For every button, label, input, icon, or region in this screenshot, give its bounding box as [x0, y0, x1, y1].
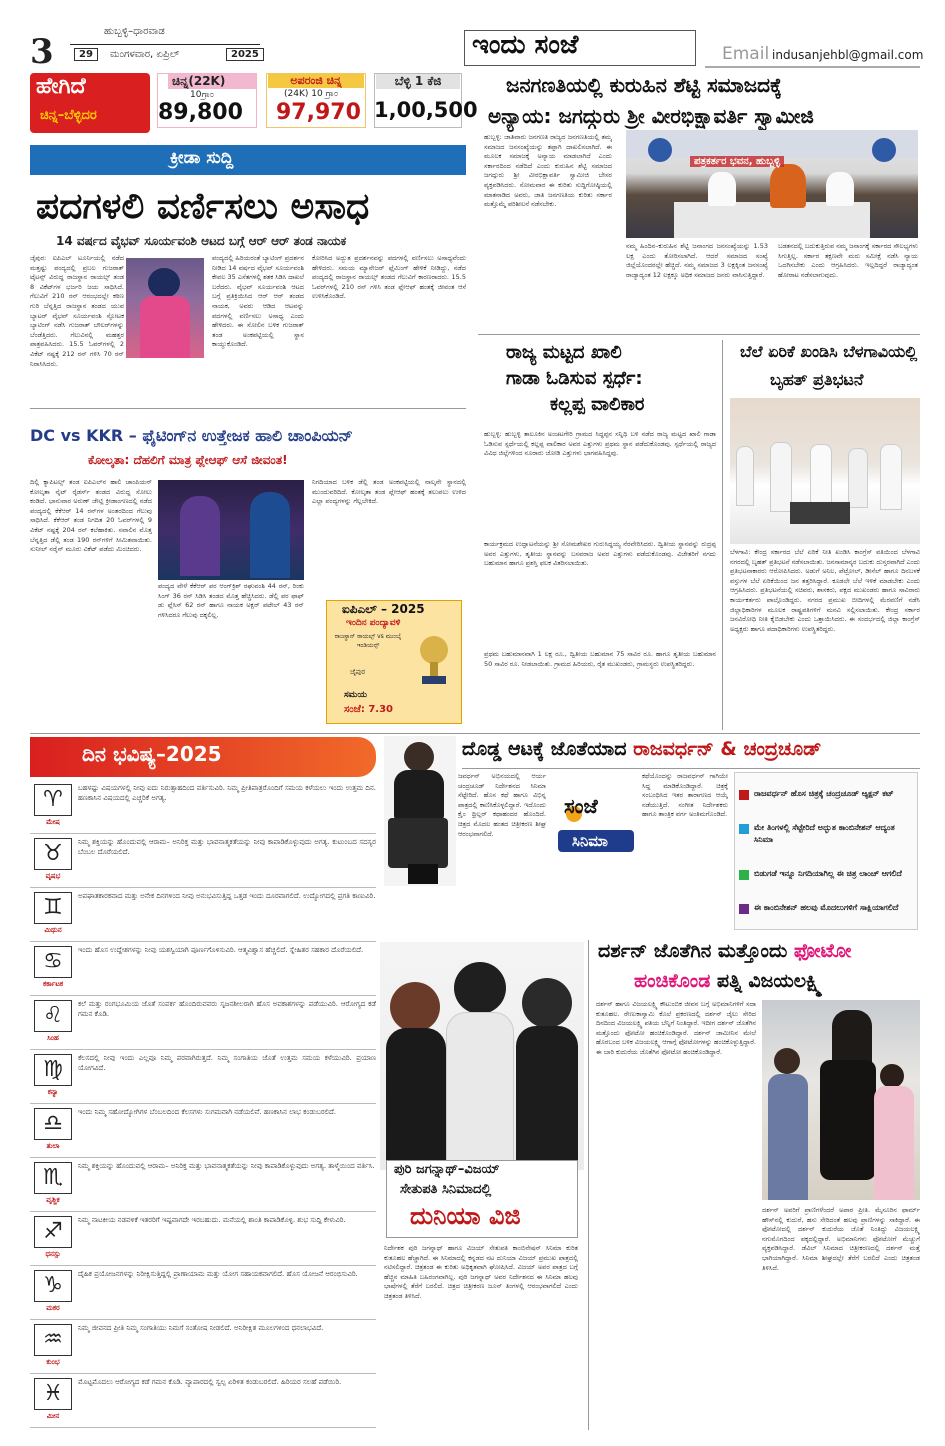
ipl-box-title: ಐಪಿಎಲ್ – 2025	[342, 602, 425, 616]
horoscope-sign-text: ಕಲೆ ಮತ್ತು ರಂಗಭೂಮಿಯ ಜೊತೆ ಸಂಪರ್ಕ ಹೊಂದಿರುವವರು ಸೃಜನಶೀಲರಾಗಿ ಹೊಸ ಅವಕಾಶಗಳನ್ನು ಪಡೆಯುವಿರಿ. ಆರೋಗ್ಯದ ಕಡೆ ಗಮನ ಕೊಡಿ.	[78, 1000, 376, 1019]
sports-body-2: ಪಂದ್ಯದಲ್ಲಿ ಹಿರಿಯರಂತೆ ಬ್ಯಾಟಿಂಗ್ ಪ್ರದರ್ಶನ ನೀಡಿದ 14 ವರ್ಷದ ವೈಭವ್ ಸೂರ್ಯವಂಶಿ ಕೇವಲ 35 ಎಸೆತಗಳಲ್ಲಿ ಶತಕ ಸಿಡಿಸಿ ದಾಖಲೆ ಬರೆದರು. ವೈಭವ್ ಸೂರ್ಯವಂಶಿ ಆಟದ ಬಗ್ಗೆ ಪ್ರತಿಕ್ರಿಯಿಸಿದ ಆರ್ ಆರ್ ತಂಡದ ನಾಯಕ, ಅವರು ಆಡಿದ ಆಟವನ್ನು ಪದಗಳಲ್ಲಿ ವರ್ಣಿಸಲು ಅಸಾಧ್ಯ ಎಂದು ಹೇಳಿದರು. ಈ ಸೋಲಿನ ಬಳಿಕ ಗುಜರಾತ್ ತಂಡ ಅಂಕಪಟ್ಟಿಯಲ್ಲಿ ಸ್ಥಾನ ಕಾಯ್ದುಕೊಂಡಿದೆ.	[212, 254, 304, 349]
darshan-headline-2	[634, 970, 822, 992]
ipl-box-time: ಸಂಜೆ: 7.30	[344, 704, 394, 715]
silver-label: ಬೆಳ್ಳಿ 1 ಕೆಜಿ	[376, 74, 460, 89]
sports-section-label: ಕ್ರೀಡಾ ಸುದ್ದಿ	[170, 148, 234, 168]
aries-icon: ♈	[34, 784, 72, 816]
top-news-headline-2: ಅನ್ಯಾಯ: ಜಗದ್ಗುರು ಶ್ರೀ ವೀರಭಿಕ್ಷಾವರ್ತಿ ಸ್ವಾಮೀಜಿ	[488, 104, 814, 128]
cinema-bullet-text: ರಾಜವರ್ಧನ್ ಹೊಸ ಚಿತ್ರಕ್ಕೆ ಚಂದ್ರಚೂಡ್ ಆ್ಯಕ್ಷನ್ ಕಟ್	[754, 789, 894, 798]
horoscope-sign-text: ದೈಹಿಕ ಪ್ರಯೋಜನಗಳನ್ನು ನಿರೀಕ್ಷಿಸುತ್ತಿದ್ದಲ್ಲಿ ಪ್ರಾಣಾಯಾಮ ಮತ್ತು ಯೋಗ ಸಹಾಯಕವಾಗಲಿದೆ. ಹೊಸ ಯೋಜನೆ ಆರಂಭಿಸುವಿರಿ.	[78, 1270, 358, 1278]
horoscope-sign-text: ನಿಮ್ಮ ಜೀವನದ ಪ್ರೀತಿ ನಿಮ್ಮ ಸಂಗಾತಿಯು ನಿಮಗೆ ಸಂತೋಷ ನೀಡಲಿದೆ. ಅನಿರೀಕ್ಷಿತ ಮೂಲಗಳಿಂದ ಧನಲಾಭವಿದೆ.	[78, 1324, 324, 1332]
sports-section-bar	[30, 145, 466, 175]
aquarius-icon: ♒	[34, 1324, 72, 1356]
page-number: 3	[30, 32, 54, 72]
vijay-headline-1: ಪುರಿ ಜಗನ್ನಾಥ್–ವಿಜಯ್	[394, 1162, 500, 1177]
gold-title-1: ಹೇಗಿದೆ	[36, 74, 86, 99]
horoscope-sign-name: ವೃಶ್ಚಿಕ	[46, 1196, 60, 1204]
darshan-headline-1	[598, 940, 851, 962]
ipl-box-teams: ರಾಜಸ್ಥಾನ್ ರಾಯಲ್ಸ್ vs ಮುಂಬೈ ಇಂಡಿಯನ್ಸ್	[334, 633, 402, 649]
sports-subhead: 14 ವರ್ಷದ ವೈಭವ್ ಸೂರ್ಯವಂಶಿ ಆಟದ ಬಗ್ಗೆ ಆರ್ ಆರ್ ತಂಡ ನಾಯಕ	[56, 234, 347, 248]
vijay-headline-2: ಸೇತುಪತಿ ಸಿನಿಮಾದಲ್ಲಿ	[400, 1182, 492, 1197]
capricorn-icon: ♑	[34, 1270, 72, 1302]
city-label: ಹುಬ್ಬಳ್ಳಿ–ಧಾರವಾಡ	[104, 26, 165, 37]
horoscope-sign-name: ತುಲಾ	[46, 1142, 60, 1150]
press-meet-photo	[626, 130, 918, 238]
horoscope-sign-text: ಮೊಟ್ಟಮೊದಲು ಆರೋಗ್ಯದ ಕಡೆ ಗಮನ ಕೊಡಿ. ವ್ಯಾಪಾರದಲ್ಲಿ ಸ್ವಲ್ಪ ಏರಿಳಿತ ಕಂಡುಬರಲಿದೆ. ಹಿರಿಯರ ಸಲಹೆ ಪಡೆಯಿರಿ.	[78, 1378, 342, 1386]
cinema-body-2: ಕಥೆಯೊಂದನ್ನು ರಾಜವರ್ಧನ್ ಗಾಗಿಯೇ ಸಿದ್ಧ ಮಾಡಿಕೊಂಡಿದ್ದಾರೆ. ಚಿತ್ರಕ್ಕೆ ಸಂಬಂಧಿಸಿದ ಇತರ ತಾರಾಗಣದ ಆಯ್ಕೆ ನಡೆಯುತ್ತಿದೆ. ಸಂಗೀತ ನಿರ್ದೇಶಕರು ಹಾಗೂ ತಾಂತ್ರಿಕ ವರ್ಗ ಅಂತಿಮಗೊಂಡಿದೆ.	[642, 772, 728, 819]
gold22-unit: 10ಗ್ರಾಂ	[190, 90, 214, 100]
cinema-body-1: ಜವರ್ಧನ್ ಅಭಿನಯದಲ್ಲಿ ಆರ್ಯ ಚಂದ್ರಚೂಡ್ ನಿರ್ದೇಶನದ ಸಿನಿಮಾ ಸೆಟ್ಟೇರಿದೆ. ಹೊಸ ಕಥೆ ಹಾಗೂ ವಿಭಿನ್ನ ಪಾತ್ರದಲ್ಲಿ ಕಾಣಿಸಿಕೊಳ್ಳಲಿದ್ದಾರೆ. ಇದೊಂದು ಕ್ರೈಂ ಥ್ರಿಲ್ಲರ್ ಕಥಾಹಂದರ ಹೊಂದಿದೆ. ಚಿತ್ರದ ಮೊದಲ ಹಂತದ ಚಿತ್ರೀಕರಣ ಶೀಘ್ರ ಆರಂಭವಾಗಲಿದೆ.	[458, 772, 546, 838]
vaibhav-photo	[126, 258, 204, 358]
bullet-square-icon	[739, 904, 749, 914]
news3-headline-2: ಬೃಹತ್ ಪ್ರತಿಭಟನೆ	[770, 370, 864, 389]
dc-body-3: ನಿಗದಿಯಾದ ಬಳಿಕ ಡೆಲ್ಲಿ ತಂಡ ಅಂಕಪಟ್ಟಿಯಲ್ಲಿ ನಾಲ್ಕನೇ ಸ್ಥಾನದಲ್ಲಿ ಮುಂದುವರಿದಿದೆ. ಕೋಲ್ಕತಾ ತಂಡ ಪ್ಲೇಆಫ್ ಹಂತಕ್ಕೆ ತಲುಪಲು ಉಳಿದ ಎಲ್ಲಾ ಪಂದ್ಯಗಳನ್ನು ಗೆಲ್ಲಬೇಕಿದೆ.	[312, 478, 466, 506]
sports-body-3: ಕೋರಿಸಿದ ಅದ್ಭುತ ಪ್ರದರ್ಶನವನ್ನು ಪದಗಳಲ್ಲಿ ವರ್ಣಿಸಲು ಅಸಾಧ್ಯವೆಂದು ಹೇಳಿದರು. ಸಮಯ ಮ್ಯಾನೇಜರ್ ಫ್ಲೆಮಿಂಗ್ ಹೇಳಿಕೆ ನೀಡಿದ್ದು, ನಡೆದ ಪಂದ್ಯದಲ್ಲಿ ರಾಜಸ್ಥಾನ ರಾಯಲ್ಸ್ ತಂಡದ ಗೆಲುವಿಗೆ ಕಾರಣರಾದರು. 15.5 ಓವರ್‌ಗಳಲ್ಲಿ 210 ರನ್ ಗಳಿಸಿ ತಂಡ ಪ್ಲೇಆಫ್ ಹಂತಕ್ಕೆ ಜೀವಂತ ಆಸೆ ಉಳಿಸಿಕೊಂಡಿದೆ.	[312, 254, 466, 301]
sports-body-1: ಜೈಪುರ: ಐಪಿಎಲ್ ಟೂರ್ನಿಯಲ್ಲಿ ನಡೆದ ಮತ್ತಷ್ಟು ಪಂದ್ಯದಲ್ಲಿ ಪ್ರಬಲ ಗುಜರಾತ್ ಟೈಟನ್ಸ್ ವಿರುದ್ಧ ರಾಜಸ್ಥಾನ ರಾಯಲ್ಸ್ ತಂಡ 8 ವಿಕೆಟ್‌ಗಳ ಭರ್ಜರಿ ಜಯ ಸಾಧಿಸಿದೆ. ಗೆಲುವಿಗೆ 210 ರನ್ ಆರಂಭದಲ್ಲೇ ಕಠಿಣ ಗುರಿ ಬೆನ್ನತ್ತಿದ ರಾಜಸ್ಥಾನ ತಂಡದ ಯುವ ಬ್ಯಾಟರ್ ವೈಭವ್ ಸೂರ್ಯವಂಶಿ ಸ್ಫೋಟಕ ಬ್ಯಾಟಿಂಗ್ ನಡೆಸಿ ಗುಜರಾತ್ ಬೌಲರ್‌ಗಳನ್ನು ಬೆಂಡೆತ್ತಿದರು. ಗೆಲುವಿನಲ್ಲಿ ಮಹತ್ತರ ಪಾತ್ರವಹಿಸಿದರು. 15.5 ಓವರ್‌ಗಳಲ್ಲಿ 2 ವಿಕೆಟ್ ನಷ್ಟಕ್ಕೆ 212 ರನ್ ಗಳಿಸಿ 70 ರನ್ ನಿರಾಸಿಸಿದರು.	[30, 254, 124, 368]
horoscope-sign-text: ಕೆಲಸದಲ್ಲಿ ನೀವು ಇಂದು ಎಲ್ಲವೂ ನಿಮ್ಮ ಪರವಾಗಿರುತ್ತದೆ. ನಿಮ್ಮ ಸಂಗಾತಿಯ ಜೊತೆ ಉತ್ತಮ ಸಮಯ ಕಳೆಯುವಿರಿ. ಪ್ರಯಾಣ ಯೋಗವಿದೆ.	[78, 1054, 376, 1073]
horoscope-row-vrushabha	[30, 834, 376, 888]
horoscope-sign-name: ಮೀನ	[46, 1412, 60, 1420]
vijay-headline-3: ದುನಿಯಾ ವಿಜಿ	[410, 1202, 521, 1230]
scorpio-icon: ♏	[34, 1162, 72, 1194]
gemini-icon: ♊	[34, 892, 72, 924]
dc-body-1: ದಿಲ್ಲಿ ಕ್ಯಾಪಿಟಲ್ಸ್ ತಂಡ ಐಪಿಎಲ್‌ನ ಹಾಲಿ ಚಾಂಪಿಯನ್ ಕೋಲ್ಕತಾ ನೈಟ್ ರೈಡರ್ಸ್ ತಂಡದ ವಿರುದ್ಧ ಸೋಲು ಕಂಡಿದೆ. ಭಾನುವಾರ ಅರುಣ್ ಜೇಟ್ಲಿ ಕ್ರೀಡಾಂಗಣದಲ್ಲಿ ನಡೆದ ಪಂದ್ಯದಲ್ಲಿ ಕೆಕೆಆರ್ 14 ರನ್‌ಗಳ ಅಂತರದಿಂದ ಗೆಲುವು ಸಾಧಿಸಿದೆ. ಕೆಕೆಆರ್ ತಂಡ ನಿಗದಿತ 20 ಓವರ್‌ಗಳಲ್ಲಿ 9 ವಿಕೆಟ್ ನಷ್ಟಕ್ಕೆ 204 ರನ್ ಕಲೆಹಾಕಿತು. ಸವಾಲಿನ ಮೊತ್ತ ಬೆನ್ನತ್ತಿದ ಡೆಲ್ಲಿ ತಂಡ 190 ರನ್‌ಗಳಿಗೆ ಸೀಮಿತವಾಯಿತು. ಸುನೀಲ್ ನರೈನ್ ಮೂರು ವಿಕೆಟ್ ಪಡೆದು ಮಿಂಚಿದರು.	[30, 478, 152, 554]
email-address[interactable]: indusanjehbl@gmail.com	[772, 48, 924, 62]
cinema-bullet-text: ಈ ಕಾಂಬಿನೇಶನ್ ಹಲವು ಮೊದಲುಗಳಿಗೆ ಸಾಕ್ಷಿಯಾಗಲಿದೆ	[754, 903, 899, 912]
horoscope-sign-text: ನಿಮ್ಮ ಶಕ್ತಿಯನ್ನು ಹೊಂದುವಲ್ಲಿ ಆರಾಮ– ಅನಿರಿಕ್ತ ಮತ್ತು ಭಾವನಾತ್ಮಕತೆಯನ್ನು ನೀವು ಕಾಪಾಡಿಕೊಳ್ಳುವುದು ಅಗತ್ಯ. ತಾಳ್ಮೆಯಿಂದ ವರ್ತಿಸಿ.	[78, 1162, 375, 1170]
vijay-body: ನಿರ್ದೇಶಕ ಪುರಿ ಜಗನ್ನಾಥ್ ಹಾಗೂ ವಿಜಯ್ ಸೇತುಪತಿ ಕಾಂಬಿನೇಷನ್ ಸಿನಿಮಾ ಕುರಿತ ಕುತೂಹಲ ಹೆಚ್ಚಾಗಿದೆ. ಈ ಸಿನಿಮಾದಲ್ಲಿ ಕನ್ನಡದ ನಟ ದುನಿಯಾ ವಿಜಯ್ ಪ್ರಮುಖ ಪಾತ್ರದಲ್ಲಿ ನಟಿಸಲಿದ್ದಾರೆ. ಚಿತ್ರತಂಡ ಈ ಕುರಿತು ಅಧಿಕೃತವಾಗಿ ಘೋಷಿಸಿದೆ. ವಿಜಯ್ ಅವರ ಪಾತ್ರದ ಬಗ್ಗೆ ಹೆಚ್ಚಿನ ಮಾಹಿತಿ ಬಹಿರಂಗವಾಗಿಲ್ಲ. ಪುರಿ ಜಗನ್ನಾಥ್ ಅವರ ನಿರ್ದೇಶನದ ಈ ಸಿನಿಮಾ ಹಲವು ಭಾಷೆಗಳಲ್ಲಿ ತೆರೆಗೆ ಬರಲಿದೆ. ಚಿತ್ರದ ಚಿತ್ರೀಕರಣ ಜೂನ್ ತಿಂಗಳಲ್ಲಿ ಆರಂಭವಾಗಲಿದೆ ಎಂದು ಚಿತ್ರತಂಡ ತಿಳಿಸಿದೆ.	[384, 1244, 578, 1300]
rajavardhan-photo	[384, 736, 456, 886]
press-meet-caption: ಪತ್ರಕರ್ತರ ಭವನ, ಹುಬ್ಬಳ್ಳಿ	[690, 156, 784, 167]
horoscope-row-mithuna	[30, 888, 376, 942]
darshan-body-2: ದರ್ಶನ್ ಅವರಿಗೆ ಪ್ರಾಣಿಗಳೆಂದರೆ ಅಪಾರ ಪ್ರೀತಿ. ಮೈಸೂರಿನ ಫಾರ್ಮ್ ಹೌಸ್‌ನಲ್ಲಿ ಕುದುರೆ, ಹಸು ಸೇರಿದಂತೆ ಹಲವು ಪ್ರಾಣಿಗಳನ್ನು ಸಾಕಿದ್ದಾರೆ. ಈ ಫೋಟೋದಲ್ಲಿ ದರ್ಶನ್ ಕುದುರೆಯ ಜೊತೆ ನಿಂತಿದ್ದು ವಿಜಯಲಕ್ಷ್ಮಿ ನಗುಮೊಗದಿಂದ ಪಕ್ಕದಲ್ಲಿದ್ದಾರೆ. ಅಭಿಮಾನಿಗಳು ಫೋಟೋಗೆ ಮೆಚ್ಚುಗೆ ವ್ಯಕ್ತಪಡಿಸಿದ್ದಾರೆ. ಡೆವಿಲ್ ಸಿನಿಮಾದ ಚಿತ್ರೀಕರಣದಲ್ಲಿ ದರ್ಶನ್ ಮತ್ತೆ ಭಾಗಿಯಾಗಿದ್ದಾರೆ. ಸಿನಿಮಾ ಶೀಘ್ರದಲ್ಲೇ ತೆರೆಗೆ ಬರಲಿದೆ ಎಂದು ಚಿತ್ರತಂಡ ತಿಳಿಸಿದೆ.	[762, 1206, 920, 1272]
cinema-bullets	[734, 772, 918, 930]
date-day: 29	[74, 48, 98, 61]
masthead-divider	[70, 44, 260, 45]
cinema-bullet	[739, 868, 913, 880]
divider-cinema-head	[462, 768, 920, 769]
horoscope-sign-text: ಬಹಳಷ್ಟು ವಿಷಯಗಳಲ್ಲಿ ನೀವು ಐದು ನಿರುತ್ಸಾಹದಿಂದ ವರ್ತಿಸುವಿರಿ. ನಿಮ್ಮ ಪ್ರೀತಿಪಾತ್ರರೊಂದಿಗೆ ಸಮಯ ಕಳೆಯಲು ಇಂದು ಉತ್ತಮ ದಿನ. ಹಣಕಾಸಿನ ವಿಷಯದಲ್ಲಿ ಎಚ್ಚರಿಕೆ ಅಗತ್ಯ.	[78, 784, 376, 803]
horoscope-sign-text: ನಿಮ್ಮ ನಾಟಕೀಯ ನಡವಳಿಕೆ ಇತರರಿಗೆ ಇಷ್ಟವಾಗದೇ ಇರಬಹುದು. ಮನೆಯಲ್ಲಿ ಶಾಂತಿ ಕಾಪಾಡಿಕೊಳ್ಳಿ. ಶುಭ ಸುದ್ದಿ ಕೇಳುವಿರಿ.	[78, 1216, 346, 1224]
silver-value: 1,00,500	[374, 98, 478, 122]
gold22-label: ಚಿನ್ನ(22K)	[168, 74, 256, 89]
ipl-trophy-icon	[414, 632, 454, 688]
gold24-label: ಅಪರಂಜಿ ಚಿನ್ನ	[268, 74, 364, 88]
ipl-box-time-label: ಸಮಯ	[344, 690, 367, 700]
divider-middle	[30, 733, 920, 734]
horoscope-row-makara	[30, 1266, 376, 1320]
divider-news2-news3	[722, 340, 723, 730]
news2-body-1: ಹುಬ್ಬಳ್ಳಿ: ಹುಬ್ಬಳ್ಳಿ ತಾಲೂಕಿನ ಅಂಚಟಗೇರಿ ಗ್ರಾಮದ ಸಿದ್ಧಪ್ಪನ ಸನ್ನಿಧಿ ಬಳಿ ನಡೆದ ರಾಜ್ಯ ಮಟ್ಟದ ಖಾಲಿ ಗಾಡಾ ಓಡಿಸುವ ಸ್ಪರ್ಧೆಯಲ್ಲಿ ಕಲ್ಲಪ್ಪ ವಾಲಿಕಾರ ಅವರ ಎತ್ತುಗಳು ಪ್ರಥಮ ಸ್ಥಾನ ಪಡೆದುಕೊಂಡವು. ಸ್ಪರ್ಧೆಯಲ್ಲಿ ರಾಜ್ಯದ ವಿವಿಧ ಜಿಲ್ಲೆಗಳಿಂದ ನೂರಾರು ಜೋಡಿ ಎತ್ತುಗಳು ಭಾಗವಹಿಸಿದ್ದವು.	[484, 430, 716, 458]
horoscope-row-meena	[30, 1374, 376, 1428]
dc-body-2: ಪಂದ್ಯದ ವೇಳೆ ಕೆಕೆಆರ್ ಪರ ಆಂಗ್‌ಕ್ರಿಶ್ ರಘುವಂಶಿ 44 ರನ್, ರಿಂಕು ಸಿಂಗ್ 36 ರನ್ ಸಿಡಿಸಿ ತಂಡದ ಮೊತ್ತ ಹೆಚ್ಚಿಸಿದರು. ಡೆಲ್ಲಿ ಪರ ಫಾಫ್ ಡು ಪ್ಲೆಸಿಸ್ 62 ರನ್ ಹಾಗೂ ನಾಯಕ ಅಕ್ಷರ್ ಪಟೇಲ್ 43 ರನ್ ಗಳಿಸಿದರೂ ಗೆಲುವು ದಕ್ಕಲಿಲ್ಲ.	[158, 582, 304, 619]
gold24-unit: (24K) 10 ಗ್ರಾಂ	[284, 89, 338, 99]
horoscope-list	[30, 780, 376, 1430]
news2-headline-2: ಗಾಡಾ ಓಡಿಸುವ ಸ್ಪರ್ಧೆ:	[506, 368, 643, 389]
cinema-headline	[462, 738, 821, 760]
divider-sports	[30, 408, 466, 409]
top-news-body-2: ನಮ್ಮ ಹಿಂದಿನ–ಕುರುಹಿನ ಶೆಟ್ಟಿ ಜನಾಂಗದ ಜನಸಂಖ್ಯೆಯನ್ನು 1.53 ಲಕ್ಷ ಎಂದು ತೋರಿಸಲಾಗಿದೆ. ಆದರೆ ಸಮಾಜದ ಸಂಖ್ಯೆ ಜಿಲ್ಲೆಯೊಂದರಲ್ಲೇ ಹೆಚ್ಚಿದೆ. ನಮ್ಮ ಸಮಾಜದ 3 ಲಕ್ಷಕ್ಕಿಂತ ಜನಸಂಖ್ಯೆ ರಾಜ್ಯಾದ್ಯಂತ 12 ಲಕ್ಷಕ್ಕೂ ಅಧಿಕ ಸಮಾಜದ ಜನರು ವಾಸಿಸುತ್ತಿದ್ದಾರೆ.	[626, 242, 768, 279]
cancer-icon: ♋	[34, 946, 72, 978]
kkr-players-photo	[158, 480, 304, 580]
darshan-headline-1a: ದರ್ಶನ್ ಜೊತೆಗಿನ ಮತ್ತೊಂದು	[598, 940, 794, 962]
cinema-bullet-text: ಬಿಡುಗಡೆ ಇನ್ನೂ ನಿಗದಿಯಾಗಿಲ್ಲ ಈ ಚಿತ್ರ ಲಾಂಚ್ ಆಗಲಿದೆ	[754, 869, 902, 878]
bullet-square-icon	[739, 870, 749, 880]
date-year: 2025	[226, 48, 264, 61]
darshan-headline-2a: ಹಂಚಿಕೊಂಡ	[634, 970, 711, 992]
libra-icon: ♎	[34, 1108, 72, 1140]
sanje-cinema-line2: ಸಿನಿಮಾ	[572, 832, 608, 850]
darshan-headline-2b: ಪತ್ನಿ ವಿಜಯಲಕ್ಷ್ಮಿ	[710, 970, 823, 992]
horoscope-row-kumbha	[30, 1320, 376, 1374]
divider-vijay-darshan	[588, 940, 589, 1430]
horoscope-row-karkataka	[30, 942, 376, 996]
darshan-body-1: ದರ್ಶನ್ ಹಾಗೂ ವಿಜಯಲಕ್ಷ್ಮಿ ಕೌಟುಂಬಿಕ ಜೀವನ ಬಗ್ಗೆ ಅಭಿಮಾನಿಗಳಿಗೆ ಸದಾ ಕುತೂಹಲ. ರೇಣುಕಾಸ್ವಾಮಿ ಕೊಲೆ ಪ್ರಕರಣದಲ್ಲಿ ದರ್ಶನ್ ಜೈಲು ಸೇರಿದ ದಿನದಿಂದ ವಿಜಯಲಕ್ಷ್ಮಿ ಪತಿಯ ಬೆನ್ನಿಗೆ ನಿಂತಿದ್ದಾರೆ. ಇದೀಗ ದರ್ಶನ್ ಜೊತೆಗಿನ ಮತ್ತೊಂದು ಫೋಟೋ ಹಂಚಿಕೊಂಡಿದ್ದಾರೆ. ದರ್ಶನ್ ಜಾಮೀನಿನ ಮೇಲೆ ಹೊರಬಂದ ಬಳಿಕ ವಿಜಯಲಕ್ಷ್ಮಿ ಆಗಾಗ್ಗೆ ಫೋಟೋಗಳನ್ನು ಹಂಚಿಕೊಳ್ಳುತ್ತಿದ್ದಾರೆ. ಈ ಬಾರಿ ಕುದುರೆಯ ಜೊತೆಗಿನ ಫೋಟೋ ಹಂಚಿಕೊಂಡಿದ್ದಾರೆ.	[596, 1000, 756, 1056]
dc-headline: DC vs KKR – ಫೈಟಿಂಗ್‌ನ ಉತ್ತೇಜಕ ಹಾಲಿ ಚಾಂಪಿಯನ್	[30, 426, 353, 445]
pisces-icon: ♓	[34, 1378, 72, 1410]
horoscope-row-mesha	[30, 780, 376, 834]
cinema-bullet-text: ಮೇ ತಿಂಗಳಲ್ಲಿ ಸೆಟ್ಟೇರಿದೆ ಅದ್ಭುತ ಕಾಂಬಿನೇಶನ್ ಆದ್ಯಂತ ಸಿನಿಮಾ	[754, 823, 895, 844]
bullet-square-icon	[739, 790, 749, 800]
horoscope-row-tula	[30, 1104, 376, 1158]
horoscope-row-dhanassu	[30, 1212, 376, 1266]
horoscope-sign-name: ಮಕರ	[46, 1304, 60, 1312]
horoscope-sign-name: ಮಿಥುನ	[44, 926, 62, 934]
virgo-icon: ♍	[34, 1054, 72, 1086]
news2-body-3: ಪ್ರಥಮ ಬಹುಮಾನವಾಗಿ 1 ಲಕ್ಷ ರೂ., ದ್ವಿತೀಯ ಬಹುಮಾನ 75 ಸಾವಿರ ರೂ. ಹಾಗೂ ತೃತೀಯ ಬಹುಮಾನ 50 ಸಾವಿರ ರೂ. ನೀಡಲಾಯಿತು. ಗ್ರಾಮದ ಹಿರಿಯರು, ರೈತ ಮುಖಂಡರು, ಗ್ರಾಮಸ್ಥರು ಉಪಸ್ಥಿತರಿದ್ದರು.	[484, 650, 716, 668]
news2-body-2: ಕಾರ್ಯಕ್ರಮದ ಉದ್ಘಾಟನೆಯನ್ನು ಶ್ರೀ ಸೋಮಶೇಖರ ಗುರುಸಿದ್ಧಯ್ಯ ನೆರವೇರಿಸಿದರು. ದ್ವಿತೀಯ ಸ್ಥಾನವನ್ನು ರುದ್ರಪ್ಪ ಅವರ ಎತ್ತುಗಳು, ತೃತೀಯ ಸ್ಥಾನವನ್ನು ಬಸವರಾಜ ಅವರ ಎತ್ತುಗಳು ಪಡೆದುಕೊಂಡವು. ವಿಜೇತರಿಗೆ ನಗದು ಬಹುಮಾನ ಹಾಗೂ ಪ್ರಶಸ್ತಿ ಫಲಕ ವಿತರಿಸಲಾಯಿತು.	[484, 540, 716, 568]
horoscope-row-vrushchika	[30, 1158, 376, 1212]
dc-subhead: ಕೋಲ್ಕತಾ: ದೆಹಲಿಗೆ ಮಾತ್ರ ಪ್ಲೇಆಫ್ ಆಸೆ ಜೀವಂತ!	[88, 453, 288, 467]
masthead-rule-right	[705, 66, 920, 68]
taurus-icon: ♉	[34, 838, 72, 870]
horoscope-sign-text: ಅಪಘಾತಕಾರಕವಾದ ಮತ್ತು ಅನೇಕ ದಿನಗಳಿಂದ ನೀವು ಅನುಭವಿಸುತ್ತಿದ್ದ ಒತ್ತಡ ಇಂದು ದೂರವಾಗಲಿದೆ. ಉದ್ಯೋಗದಲ್ಲಿ ಪ್ರಗತಿ ಕಾಣುವಿರಿ.	[78, 892, 376, 900]
ipl-box-sub: ಇಂದಿನ ಪಂದ್ಯಾವಳಿ	[346, 618, 401, 628]
ipl-box-venue: ಜೈಪುರ	[350, 668, 366, 676]
horoscope-title: ದಿನ ಭವಿಷ್ಯ–2025	[82, 742, 222, 766]
date-weekday: ಮಂಗಳವಾರ, ಏಪ್ರಿಲ್	[110, 49, 180, 60]
top-news-headline-1: ಜನಗಣತಿಯಲ್ಲಿ ಕುರುಹಿನ ಶೆಟ್ಟಿ ಸಮಾಜದಕ್ಕೆ	[506, 73, 782, 97]
cinema-bullet	[739, 902, 913, 914]
gold-title-2: ಚಿನ್ನ–ಬೆಳ್ಳಿದರ	[40, 108, 97, 123]
cinema-headline-part1: ದೊಡ್ಡ ಆಟಕ್ಕೆ ಜೊತೆಯಾದ	[462, 738, 634, 760]
horoscope-sign-text: ಇಂದು ಹೊಸ ಉದ್ದೇಶಗಳನ್ನು ನೀವು ಯಶಸ್ವಿಯಾಗಿ ಪೂರ್ಣಗೊಳಿಸುವಿರಿ. ಆತ್ಮವಿಶ್ವಾಸ ಹೆಚ್ಚಲಿದೆ. ಸ್ನೇಹಿತರ ಸಹಕಾರ ದೊರೆಯಲಿದೆ.	[78, 946, 364, 954]
horoscope-sign-name: ಕುಂಭ	[46, 1358, 60, 1366]
darshan-photo	[762, 1000, 920, 1200]
email-label: Email	[722, 44, 770, 64]
top-news-body-3: ಬಡತನದಲ್ಲಿ ಬದುಕುತ್ತಿರುವ ನಮ್ಮ ಜನಾಂಗಕ್ಕೆ ಸರ್ಕಾರದ ಸೌಲಭ್ಯಗಳು ಸಿಗುತ್ತಿಲ್ಲ. ಸರ್ಕಾರ ತಕ್ಷಣವೇ ಮರು ಸಮೀಕ್ಷೆ ನಡೆಸಿ ನ್ಯಾಯ ಒದಗಿಸಬೇಕು ಎಂದು ಆಗ್ರಹಿಸಿದರು. ಇಲ್ಲದಿದ್ದರೆ ರಾಜ್ಯಾದ್ಯಂತ ಹೋರಾಟ ನಡೆಸಲಾಗುವುದು.	[778, 242, 918, 279]
horoscope-sign-name: ಧನಸ್ಸು	[45, 1250, 61, 1258]
cinema-bullet	[739, 822, 913, 846]
horoscope-sign-text: ಇಂದು ನಿಮ್ಮ ಸಹೋದ್ಯೋಗಿಗಳ ಬೆಂಬಲದಿಂದ ಕೆಲಸಗಳು ಸುಗಮವಾಗಿ ನಡೆಯಲಿವೆ. ಹಣಕಾಸಿನ ಲಾಭ ಕಂಡುಬರಲಿದೆ.	[78, 1108, 337, 1116]
divider-top-news	[478, 334, 920, 335]
sagittarius-icon: ♐	[34, 1216, 72, 1248]
vijay-group-photo	[380, 942, 584, 1170]
horoscope-row-simha	[30, 996, 376, 1050]
horoscope-row-kanya	[30, 1050, 376, 1104]
news2-headline-1: ರಾಜ್ಯ ಮಟ್ಟದ ಖಾಲಿ	[506, 342, 622, 363]
news2-headline-3: ಕಲ್ಲಪ್ಪ ವಾಲಿಕಾರ	[550, 394, 645, 415]
bullet-square-icon	[739, 824, 749, 834]
horoscope-sign-name: ಕನ್ಯಾ	[47, 1088, 59, 1096]
leo-icon: ♌	[34, 1000, 72, 1032]
darshan-headline-1b: ಫೋಟೋ	[793, 940, 852, 962]
horoscope-sign-text: ನಿಮ್ಮ ಶಕ್ತಿಯನ್ನು ಹೊಂದುವಲ್ಲಿ ಆರಾಮ– ಅನಿರಿಕ್ತ ಮತ್ತು ಭಾವನಾತ್ಮಕತೆಯನ್ನು ನೀವು ಕಾಪಾಡಿಕೊಳ್ಳುವುದು ಅಗತ್ಯ. ಕುಟುಂಬದ ಸದಸ್ಯರ ಬೆಂಬಲ ದೊರೆಯಲಿದೆ.	[78, 838, 376, 857]
news3-headline-1: ಬೆಲೆ ಏರಿಕೆ ಖಂಡಿಸಿ ಬೆಳಗಾವಿಯಲ್ಲಿ	[740, 342, 918, 361]
cinema-bullet	[739, 788, 913, 800]
protest-photo	[730, 398, 920, 544]
news3-body: ಬೆಳಗಾವಿ: ಕೇಂದ್ರ ಸರ್ಕಾರದ ಬೆಲೆ ಏರಿಕೆ ನೀತಿ ಖಂಡಿಸಿ ಕಾಂಗ್ರೆಸ್ ವತಿಯಿಂದ ಬೆಳಗಾವಿ ನಗರದಲ್ಲಿ ಬೃಹತ್ ಪ್ರತಿಭಟನೆ ನಡೆಸಲಾಯಿತು. ಜನಸಾಮಾನ್ಯರ ಬದುಕು ದುಸ್ತರವಾಗಿದೆ ಎಂದು ಪ್ರತಿಭಟನಾಕಾರರು ಆರೋಪಿಸಿದರು. ಅಡುಗೆ ಅನಿಲ, ಪೆಟ್ರೋಲ್, ಡೀಸೆಲ್ ಹಾಗೂ ದಿನಬಳಕೆ ವಸ್ತುಗಳ ಬೆಲೆ ಏರಿಕೆಯಿಂದ ಜನ ತತ್ತರಿಸಿದ್ದಾರೆ. ಕೂಡಲೇ ಬೆಲೆ ಇಳಿಕೆ ಮಾಡಬೇಕು ಎಂದು ಆಗ್ರಹಿಸಿದರು. ಪ್ರತಿಭಟನೆಯಲ್ಲಿ ಸಚಿವರು, ಶಾಸಕರು, ಪಕ್ಷದ ಮುಖಂಡರು ಹಾಗೂ ಸಾವಿರಾರು ಕಾರ್ಯಕರ್ತರು ಪಾಲ್ಗೊಂಡಿದ್ದರು. ನಗರದ ಪ್ರಮುಖ ಬೀದಿಗಳಲ್ಲಿ ಮೆರವಣಿಗೆ ನಡೆಸಿ ಜಿಲ್ಲಾಧಿಕಾರಿಗಳ ಮೂಲಕ ರಾಷ್ಟ್ರಪತಿಗಳಿಗೆ ಮನವಿ ಸಲ್ಲಿಸಲಾಯಿತು. ಕೇಂದ್ರ ಸರ್ಕಾರ ಜನವಿರೋಧಿ ನೀತಿ ಕೈಬಿಡಬೇಕು ಎಂದು ಒತ್ತಾಯಿಸಿದರು. ಈ ಸಂದರ್ಭದಲ್ಲಿ ಜಿಲ್ಲಾ ಕಾಂಗ್ರೆಸ್ ಅಧ್ಯಕ್ಷರು ಹಾಗೂ ಪದಾಧಿಕಾರಿಗಳು ಉಪಸ್ಥಿತರಿದ್ದರು.	[730, 548, 920, 633]
horoscope-sign-name: ಸಿಂಹ	[47, 1034, 59, 1042]
horoscope-sign-name: ಕರ್ಕಾಟಕ	[42, 980, 64, 988]
paper-name: ಇಂದು ಸಂಜೆ	[472, 30, 579, 60]
top-news-body-1: ಹುಬ್ಬಳ್ಳಿ: ಜಾತಿವಾರು ಜನಗಣತಿ ರಾಜ್ಯದ ಜನಗಣತಿಯಲ್ಲಿ ತಮ್ಮ ಸಮಾಜದ ಜನಸಂಖ್ಯೆಯನ್ನು ತಪ್ಪಾಗಿ ದಾಖಲಿಸಲಾಗಿದೆ. ಈ ಮೂಲಕ ಸಮಾಜಕ್ಕೆ ಅನ್ಯಾಯ ಮಾಡಲಾಗಿದೆ ಎಂದು ಸರ್ಕಾರದಿಂದ ನಡೆದಿದೆ ಎಂದು ಕುರುಹಿನ ಶೆಟ್ಟಿ ಸಮಾಜದ ಜಗದ್ಗುರು ಶ್ರೀ ವೀರಭಿಕ್ಷಾವರ್ತಿ ಸ್ವಾಮೀಜಿ ಬೇಸರ ವ್ಯಕ್ತಪಡಿಸಿದರು. ಸೋಮವಾರ ಈ ಕುರಿತು ಸುದ್ದಿಗೋಷ್ಠಿಯಲ್ಲಿ ಮಾತನಾಡಿದ ಅವರು, ಜಾತಿ ಜನಗಣತಿಯ ಕುರಿತು ಸರ್ಕಾರ ಮತ್ತೊಮ್ಮೆ ಪರಿಶೀಲನೆ ನಡೆಸಬೇಕು.	[484, 133, 612, 209]
gold24-value: 97,970	[276, 100, 361, 125]
sports-headline: ಪದಗಳಲಿ ವರ್ಣಿಸಲು ಅಸಾಧ	[36, 186, 370, 227]
gold22-value: 89,800	[158, 100, 243, 125]
cinema-headline-part2: ರಾಜವರ್ಧನ್ & ಚಂದ್ರಚೂಡ್	[633, 738, 822, 760]
sanje-cinema-line1: ಸಂಜೆ	[564, 794, 598, 818]
horoscope-sign-name: ವೃಷಭ	[45, 872, 61, 880]
horoscope-sign-name: ಮೇಷ	[46, 818, 60, 826]
